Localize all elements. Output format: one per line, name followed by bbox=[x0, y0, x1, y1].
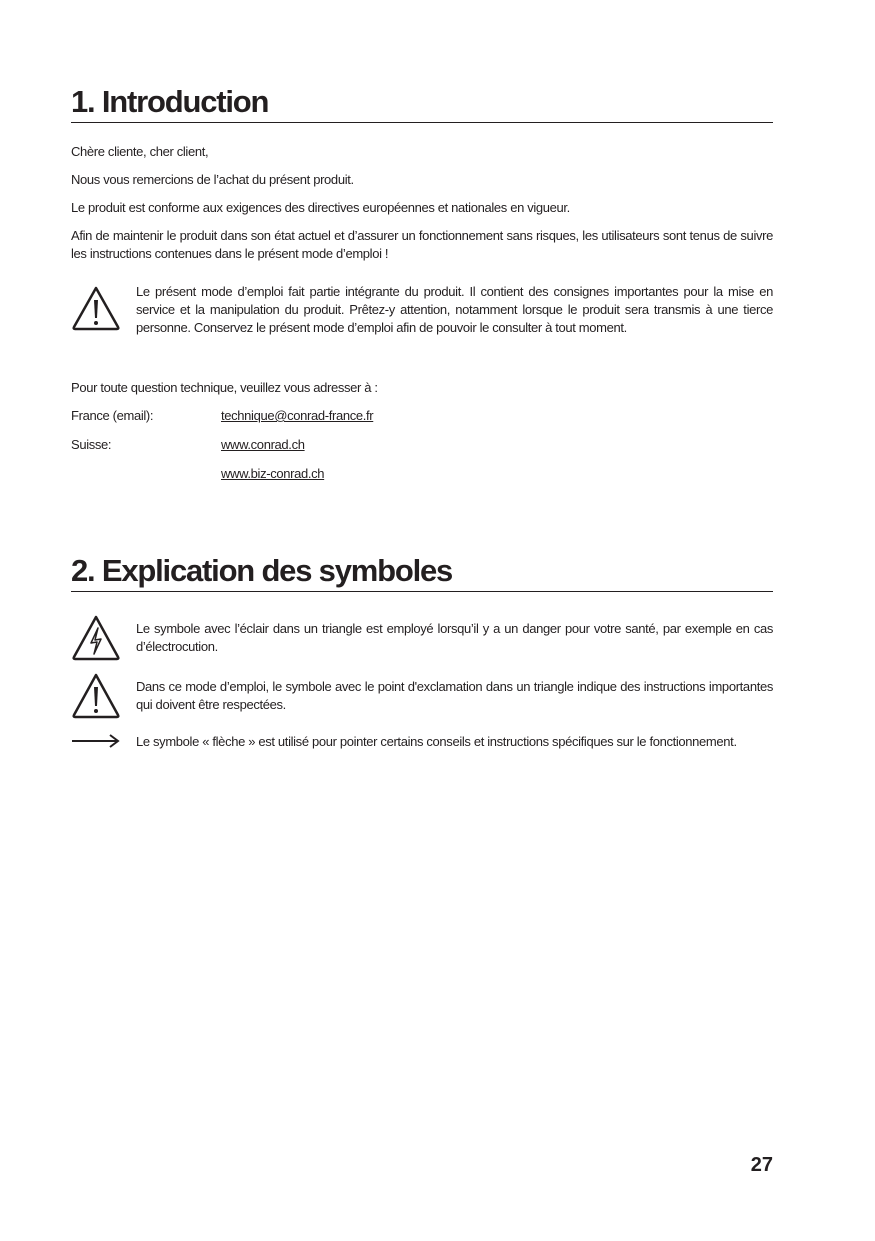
contact-label-france: France (email): bbox=[71, 408, 154, 423]
conrad-ch-link[interactable]: www.conrad.ch bbox=[221, 437, 305, 452]
page-number: 27 bbox=[750, 1154, 773, 1176]
exclamation-triangle-icon bbox=[71, 285, 121, 331]
exclamation-triangle-icon bbox=[71, 672, 121, 720]
warning-text: Le présent mode d’emploi fait partie intégrante du produit. Il contient des consignes importantes pour la mise en service et la manipulation du produit. Prêtez-y attention, notamment lorsque le produit sera transmis à une tierce personne. Conservez le présent mode d’emploi afin de pouvoir le consulter à tout moment. bbox=[136, 284, 773, 335]
biz-conrad-ch-link[interactable]: www.biz-conrad.ch bbox=[221, 466, 325, 481]
lightning-triangle-icon bbox=[71, 614, 121, 662]
arrow-right-icon bbox=[71, 733, 121, 749]
conformity-paragraph: Le produit est conforme aux exigences des directives européennes et nationales en vigueur. bbox=[71, 200, 570, 215]
section-title-introduction: 1. Introduction bbox=[71, 84, 773, 123]
intro-paragraph: Nous vous remercions de l’achat du présent produit. bbox=[71, 172, 354, 187]
section-title-symbols: 2. Explication des symboles bbox=[71, 553, 773, 592]
contact-intro: Pour toute question technique, veuillez vous adresser à : bbox=[71, 380, 378, 395]
contact-label-suisse: Suisse: bbox=[71, 437, 112, 452]
symbol-lightning-text: Le symbole avec l’éclair dans un triangle est employé lorsqu’il y a un danger pour votre santé, par exemple en cas d’électrocution. bbox=[136, 621, 773, 654]
instructions-paragraph: Afin de maintenir le produit dans son état actuel et d’assurer un fonctionnement sans risques, les utilisateurs sont tenus de suivre les instructions contenues dans le présent mode d’emploi ! bbox=[71, 228, 773, 261]
symbol-arrow-text: Le symbole « flèche » est utilisé pour pointer certains conseils et instructions spécifiques sur le fonctionnement. bbox=[136, 734, 737, 749]
greeting: Chère cliente, cher client, bbox=[71, 144, 209, 159]
symbol-exclamation-text: Dans ce mode d’emploi, le symbole avec le point d'exclamation dans un triangle indique des instructions importantes qui doivent être respectées. bbox=[136, 679, 773, 712]
email-link[interactable]: technique@conrad-france.fr bbox=[221, 408, 374, 423]
